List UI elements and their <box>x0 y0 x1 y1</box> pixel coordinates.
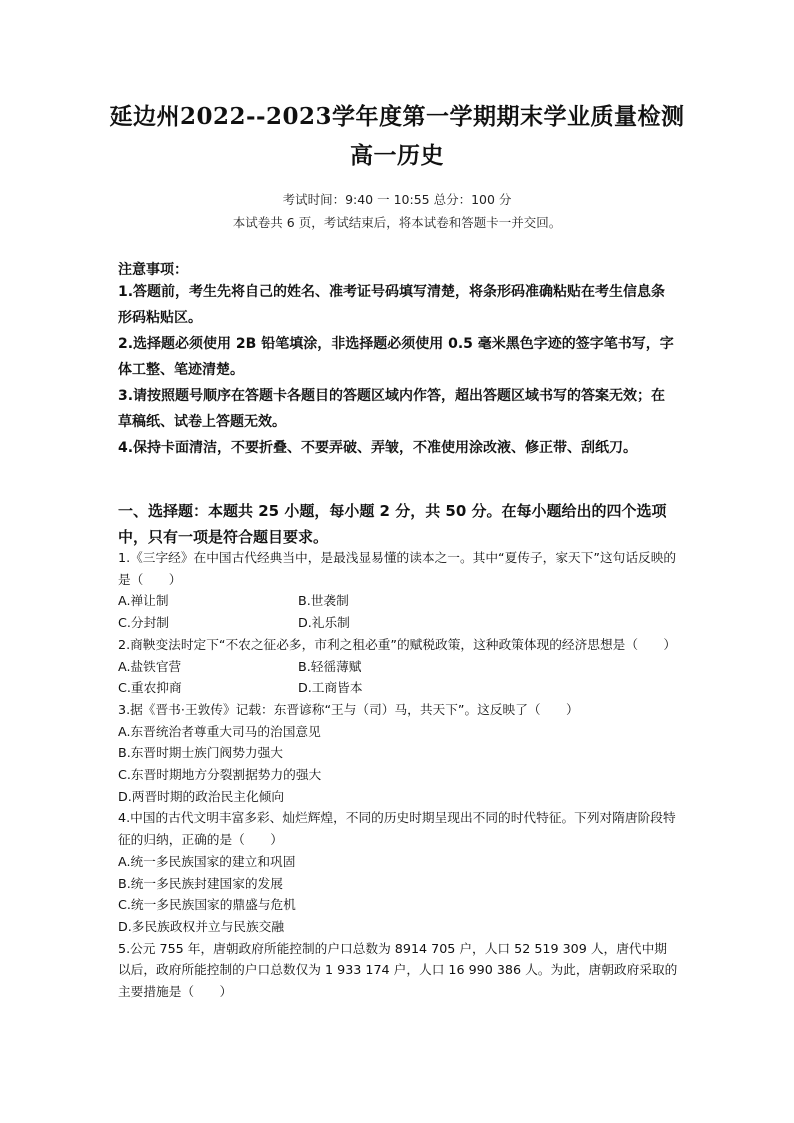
option-d: D.两晋时期的政治民主化倾向 <box>118 788 285 804</box>
question-stem: 5.公元 755 年，唐朝政府所能控制的户口总数为 8914 705 户，人口 52 519 309 人，唐代中期以后，政府所能控制的户口总数仅为 1 933 174 户，人口 16 990 386 人。为此，唐朝政府采取的主要措施是（ ） <box>118 940 678 1000</box>
option-a: A.统一多民族国家的建立和巩固 <box>118 853 296 869</box>
option-row <box>118 656 678 678</box>
option-a: A.禅让制 <box>118 593 169 609</box>
question-stem: 1.《三字经》在中国古代经典当中，是最浅显易懂的读本之一。其中“夏传子，家天下”这句话反映的是（ ） <box>118 550 677 587</box>
option-c: C.东晋时期地方分裂割据势力的强大 <box>118 767 322 783</box>
question-stem: 2.商鞅变法时定下“不农之征必多，市利之租必重”的赋税政策，这种政策体现的经济思想是（ ） <box>118 636 677 652</box>
option-b: B.轻徭薄赋 <box>298 658 362 674</box>
question-list <box>118 547 678 1003</box>
option-row <box>118 677 678 699</box>
option-b: B.统一多民族封建国家的发展 <box>118 875 283 891</box>
question-3 <box>118 699 678 808</box>
option-b: B.东晋时期士族门阀势力强大 <box>118 745 283 761</box>
option-c: C.统一多民族国家的鼎盛与危机 <box>118 897 296 913</box>
option-b: B.世袭制 <box>298 593 349 609</box>
section-heading: 一、选择题：本题共 25 小题，每小题 2 分，共 50 分。在每小题给出的四个选项中，只有一项是符合题目要求。 <box>118 502 667 546</box>
notes-list <box>118 279 678 461</box>
notes-title: 注意事项： <box>118 262 188 278</box>
question-stem: 3.据《晋书·王敦传》记载：东晋谚称“王与（司）马，共天下”。这反映了（ ） <box>118 701 579 717</box>
exam-subject: 高一历史 <box>350 142 444 169</box>
option-d: D.工商皆本 <box>298 680 363 696</box>
option-a: A.盐铁官营 <box>118 658 182 674</box>
option-row <box>118 590 678 612</box>
exam-title: 延边州2022--2023学年度第一学期期末学业质量检测 <box>109 103 685 130</box>
note-item: 3.请按照题号顺序在答题卡各题目的答题区域内作答，超出答题区域书写的答案无效；在草稿纸、试卷上答题无效。 <box>118 388 666 430</box>
option-c: C.重农抑商 <box>118 680 182 696</box>
question-stem: 4.中国的古代文明丰富多彩、灿烂辉煌，不同的历史时期呈现出不同的时代特征。下列对隋唐阶段特征的归纳，正确的是（ ） <box>118 810 676 848</box>
exam-time: 考试时间：9:40 一 10:55 总分：100 分 <box>282 192 512 207</box>
option-c: C.分封制 <box>118 615 169 631</box>
note-item: 1.答题前，考生先将自己的姓名、准考证号码填写清楚，将条形码准确粘贴在考生信息条形码粘贴区。 <box>118 284 666 326</box>
option-a: A.东晋统治者尊重大司马的治国意见 <box>118 723 321 739</box>
question-2 <box>118 634 678 699</box>
option-d: D.礼乐制 <box>298 615 350 631</box>
option-d: D.多民族政权并立与民族交融 <box>118 918 285 934</box>
option-row <box>118 612 678 634</box>
exam-instructions: 本试卷共 6 页，考试结束后，将本试卷和答题卡一并交回。 <box>232 215 562 230</box>
question-5 <box>118 938 678 1003</box>
question-4 <box>118 807 678 937</box>
question-1 <box>118 547 678 634</box>
note-item: 2.选择题必须使用 2B 铅笔填涂，非选择题必须使用 0.5 毫米黑色字迹的签字笔书写，字体工整、笔迹清楚。 <box>118 336 674 378</box>
note-item: 4.保持卡面清洁，不要折叠、不要弄破、弄皱，不准使用涂改液、修正带、刮纸刀。 <box>118 440 638 456</box>
